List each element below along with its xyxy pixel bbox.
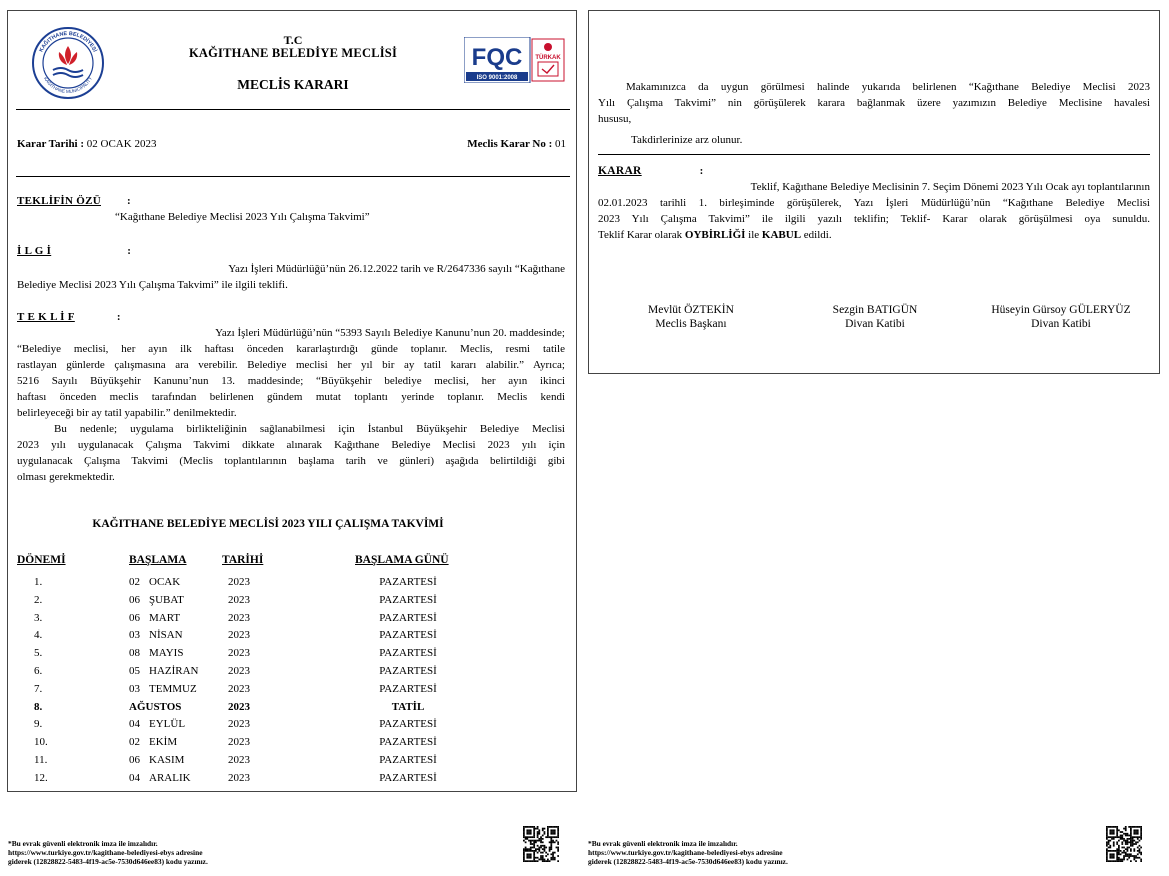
year-cell: 2023 <box>228 576 250 588</box>
year-cell: 2023 <box>228 682 250 695</box>
signature-block <box>800 303 950 331</box>
teklif-colon: : <box>116 311 121 323</box>
ozu-text: “Kağıthane Belediye Meclisi 2023 Yılı Çalışma Takvimi” <box>115 211 370 223</box>
day-cell: 04 <box>129 718 140 731</box>
schedule-header-donem: DÖNEMİ <box>17 554 66 566</box>
karar-heading <box>598 163 703 179</box>
qr-code-icon <box>523 826 559 862</box>
period-cell: 6. <box>34 665 43 677</box>
table-row <box>8 645 568 662</box>
karar-label: KARAR <box>598 165 642 177</box>
decision-date <box>17 136 156 152</box>
month-cell: EKİM <box>149 736 178 749</box>
header-tc: T.C <box>283 33 303 47</box>
document-page-1 <box>7 10 577 792</box>
teklif-p1-line: “Belediye meclisi, her ayın ilk haftası önceden kararlaştırdığı günde toplanır. Meclis, resmi tatile <box>17 343 565 355</box>
weekday-cell: PAZARTESİ <box>379 611 437 624</box>
weekday-cell: PAZARTESİ <box>379 736 437 749</box>
weekday-cell: PAZARTESİ <box>379 718 437 731</box>
table-row <box>8 770 568 787</box>
decision-date-label: Karar Tarihi : <box>17 138 85 150</box>
weekday-cell: PAZARTESİ <box>379 647 437 660</box>
table-row <box>8 681 568 698</box>
month-cell: AĞUSTOS <box>129 700 182 713</box>
period-cell: 5. <box>34 647 43 660</box>
year-cell: 2023 <box>228 754 250 766</box>
teklif-paragraph-2 <box>17 421 565 485</box>
teklif-heading <box>17 309 120 325</box>
signature-role: Meclis Başkanı <box>655 318 727 330</box>
municipality-logo-icon <box>31 26 105 100</box>
ilgi-heading <box>17 243 131 259</box>
table-row <box>8 663 568 680</box>
ilgi-label: İ L G İ <box>17 245 52 257</box>
day-cell: 03 <box>129 629 140 642</box>
year-cell: 2023 <box>228 771 250 784</box>
period-cell: 10. <box>34 736 48 749</box>
signature-name: Mevlüt ÖZTEKİN <box>648 304 734 316</box>
weekday-cell: PAZARTESİ <box>379 771 437 784</box>
weekday-cell: PAZARTESİ <box>379 754 437 766</box>
signature-role: Divan Katibi <box>845 318 905 330</box>
intro-paragraph <box>598 79 1150 127</box>
month-cell: NİSAN <box>149 629 183 642</box>
teklif-p2-line: olması gerekmektedir. <box>17 471 115 483</box>
year-cell: 2023 <box>228 593 250 606</box>
year-cell: 2023 <box>228 629 250 642</box>
year-cell: 2023 <box>228 700 250 713</box>
month-cell: ARALIK <box>149 771 191 784</box>
schedule-header-gun: BAŞLAMA GÜNÜ <box>355 554 449 566</box>
meta-divider <box>16 176 570 177</box>
document-page-2 <box>588 10 1160 374</box>
karar-line: Teklif, Kağıthane Belediye Meclisinin 7. Seçim Dönemi 2023 Yılı Ocak ayı toplantılarının <box>750 181 1150 193</box>
table-row <box>8 734 568 751</box>
ozu-heading <box>17 193 131 209</box>
year-cell: 2023 <box>228 647 250 660</box>
month-cell: KASIM <box>149 754 185 766</box>
teklif-paragraph-1 <box>17 325 565 421</box>
period-cell: 8. <box>34 700 43 713</box>
intro-line: hususu, <box>598 113 632 125</box>
day-cell: 02 <box>129 736 140 749</box>
teklif-p1-line: 5216 Sayılı Büyükşehir Kanunu’nun 13. maddesinde; “Büyükşehir belediye meclisi, her ayın ikinci <box>17 375 565 387</box>
e-signature-note-1: *Bu evrak güvenli elektronik imza ile imzalıdır. https://www.turkiye.gov.tr/kagithane-belediyesi-ebys adresine giderek (12828822-5483-4f19-ac5e-7530d646ee83) kodu yazınız. <box>8 839 208 866</box>
ilgi-text-2: Belediye Meclisi 2023 Yılı Çalışma Takvimi” ile ilgili teklifi. <box>17 279 288 291</box>
day-cell: 04 <box>129 771 140 784</box>
ozu-label: TEKLİFİN ÖZÜ <box>17 195 101 207</box>
schedule-header-baslama: BAŞLAMA <box>129 554 187 566</box>
cert-fqc-text: FQC <box>471 44 523 71</box>
period-cell: 9. <box>34 718 43 731</box>
table-row <box>8 627 568 644</box>
day-cell: 06 <box>129 611 140 624</box>
header-divider <box>16 109 570 110</box>
schedule-header-tarih: TARİHİ <box>222 554 264 566</box>
month-cell: EYLÜL <box>149 718 186 731</box>
karar-line: 02.01.2023 tarihli 1. birleşiminde görüşülerek, Yazı İşleri Müdürlüğü’nün “Kağıthane Belediye Meclisi <box>598 197 1150 209</box>
teklif-p1-line: rastlayan günlerde çalışmasına ara verebilir. Belediye meclisi her yıl bir ay tatil kararı alabilir.” Ayrıca; <box>17 359 565 371</box>
table-row <box>8 699 568 716</box>
month-cell: TEMMUZ <box>149 682 197 695</box>
signature-name: Sezgin BATIGÜN <box>832 304 918 316</box>
schedule-title: KAĞITHANE BELEDİYE MECLİSİ 2023 YILI ÇALIŞMA TAKVİMİ <box>92 518 444 530</box>
month-cell: MART <box>149 611 181 624</box>
karar-paragraph <box>598 179 1150 243</box>
karar-last-line: Teklif Karar olarak OYBİRLİĞİ ile KABUL edildi. <box>598 229 832 241</box>
qr-code-icon <box>1106 826 1142 862</box>
karar-line: 2023 Yılı Çalışma Takvimi” ile ilgili yazılı teklifin; Teklif- Karar olarak görüşülmesi oya sunuldu. <box>598 213 1150 225</box>
cert-iso-text: ISO 9001:2008 <box>476 75 518 81</box>
karar-colon: : <box>699 165 704 177</box>
unanimous-text: OYBİRLİĞİ <box>684 229 746 241</box>
teklif-p2-line: uygulanacak Çalışma Takvimi (Meclis toplantılarının başlama tarih ve günleri) aşağıda belirtildiği gibi <box>17 455 565 467</box>
period-cell: 7. <box>34 682 43 695</box>
teklif-p2-line: Bu nedenle; uygulama birlikteliğinin sağlanabilmesi için İstanbul Büyükşehir Belediye Meclisi <box>54 423 565 435</box>
signature-block <box>971 303 1151 331</box>
month-cell: HAZİRAN <box>149 665 199 677</box>
year-cell: 2023 <box>228 736 250 749</box>
ozu-colon: : <box>126 195 131 207</box>
decision-date-value: 02 OCAK 2023 <box>86 138 157 150</box>
weekday-cell: TATİL <box>391 700 425 713</box>
day-cell: 06 <box>129 593 140 606</box>
table-row <box>8 716 568 733</box>
period-cell: 3. <box>34 611 43 624</box>
month-cell: MAYIS <box>149 647 184 660</box>
decision-number <box>467 136 566 152</box>
signature-role: Divan Katibi <box>1031 318 1091 330</box>
header-institution: KAĞITHANE BELEDİYE MECLİSİ <box>188 46 398 60</box>
day-cell: 08 <box>129 647 140 660</box>
period-cell: 12. <box>34 771 48 784</box>
accepted-text: KABUL <box>761 229 802 241</box>
period-cell: 2. <box>34 593 43 606</box>
weekday-cell: PAZARTESİ <box>379 593 437 606</box>
karar-divider <box>598 154 1150 155</box>
month-cell: ŞUBAT <box>149 593 184 606</box>
ilgi-colon: : <box>127 245 131 257</box>
teklif-p2-line: 2023 yılı uygulanacak Çalışma Takvimi dikkate alınarak Kağıthane Belediye Meclisi 2023 yılı için <box>17 439 565 451</box>
teklif-p1-line: Yazı İşleri Müdürlüğü’nün “5393 Sayılı Belediye Kanunu’nun 20. maddesinde; <box>215 327 565 339</box>
period-cell: 1. <box>34 576 43 588</box>
ilgi-text-1: Yazı İşleri Müdürlüğü’nün 26.12.2022 tarih ve R/2647336 sayılı “Kağıthane <box>228 263 565 275</box>
intro-line: Yılı Çalışma Takvimi” nin görüşülerek karara bağlanmak üzere yazımızın Belediye Meclisine havalesi <box>598 97 1150 109</box>
weekday-cell: PAZARTESİ <box>379 576 437 588</box>
decision-number-label: Meclis Karar No : <box>467 138 553 150</box>
turkak-text: TÜRKAK <box>535 55 561 61</box>
day-cell: 03 <box>129 682 140 695</box>
e-signature-note-2: *Bu evrak güvenli elektronik imza ile imzalıdır. https://www.turkiye.gov.tr/kagithane-belediyesi-ebys adresine giderek (12828822-5483-4f19-ac5e-7530d646ee83) kodu yazınız. <box>588 839 788 866</box>
decision-number-value: 01 <box>555 138 566 150</box>
teklif-p1-line: haftası önceden meclis tarafından belirlenen gündem mutat toplantı yerinde toplanır. Meclis kendi <box>17 391 565 403</box>
signature-name: Hüseyin Gürsoy GÜLERYÜZ <box>991 304 1131 316</box>
month-cell: OCAK <box>149 576 181 588</box>
day-cell: 06 <box>129 754 140 766</box>
period-cell: 11. <box>34 754 48 766</box>
weekday-cell: PAZARTESİ <box>379 682 437 695</box>
period-cell: 4. <box>34 629 43 642</box>
page-title: MECLİS KARARI <box>237 77 349 92</box>
signature-block <box>616 303 766 331</box>
year-cell: 2023 <box>228 718 250 731</box>
teklif-p1-line: belirleyeceği bir ay tatil yapabilir.” denilmektedir. <box>17 407 237 419</box>
weekday-cell: PAZARTESİ <box>379 629 437 642</box>
table-row <box>8 574 568 591</box>
logo-text-top: KAĞITHANE BELEDİYESİ <box>38 30 98 54</box>
year-cell: 2023 <box>228 611 250 624</box>
weekday-cell: PAZARTESİ <box>379 665 437 677</box>
table-row <box>8 592 568 609</box>
teklif-label: T E K L İ F <box>17 311 75 323</box>
year-cell: 2023 <box>228 665 250 677</box>
certification-logos-icon <box>464 37 566 83</box>
day-cell: 05 <box>129 665 140 677</box>
day-cell: 02 <box>129 576 140 588</box>
closing-line: Takdirlerinize arz olunur. <box>631 134 743 146</box>
table-row <box>8 610 568 627</box>
table-row <box>8 752 568 769</box>
logo-text-bottom: KAĞITHANE MUNICIPALITY <box>42 75 94 95</box>
intro-line: Makamınızca da uygun görülmesi halinde yukarıda belirlenen “Kağıthane Belediye Meclisi 2023 <box>626 81 1150 93</box>
